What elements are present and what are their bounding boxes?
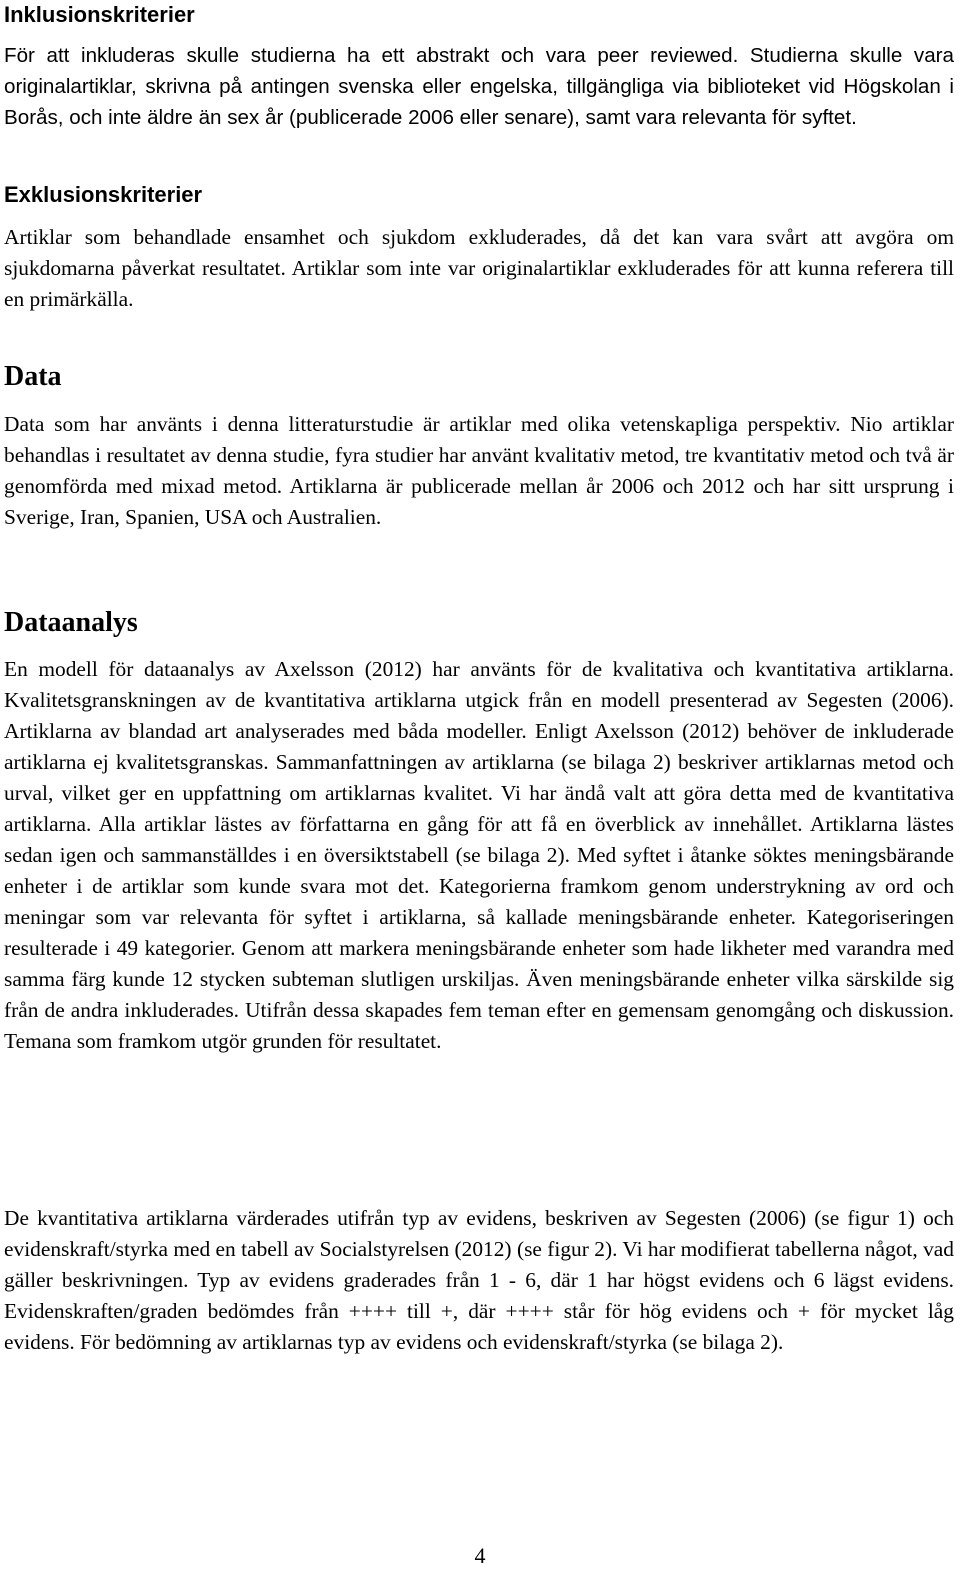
inclusion-text: För att inkluderas skulle studierna ha ett abstrakt och vara peer reviewed. Studierna skulle vara originalartiklar, skrivna på antingen svenska eller engelska, tillgängliga via biblioteket vid Högskolan i Borås, och inte äldre än sex år (publicerade 2006 eller senare), samt vara relevanta för syftet. (4, 44, 954, 129)
inclusion-heading: Inklusionskriterier (4, 2, 195, 27)
data-text: Data som har använts i denna litteraturstudie är artiklar med olika vetenskapliga perspektiv. Nio artiklar behandlas i resultatet av denna studie, fyra studier har använt kvalitativ metod, tre kvantitativ metod och två är genomförda med mixad metod. Artiklarna är publicerade mellan år 2006 och 2012 och har sitt ursprung i Sverige, Iran, Spanien, USA och Australien. (4, 412, 954, 529)
exclusion-text: Artiklar som behandlade ensamhet och sjukdom exkluderades, då det kan vara svårt att avgöra om sjukdomarna påverkat resultatet. Artiklar som inte var originalartiklar exkluderades för att kunna referera till en primärkälla. (4, 225, 954, 311)
analysis-heading: Dataanalys (4, 607, 138, 638)
analysis-paragraph-2: De kvantitativa artiklarna värderades utifrån typ av evidens, beskriven av Segesten (2006) (se figur 1) och evidenskraft/styrka med en tabell av Socialstyrelsen (2012) (se figur 2). Vi har modifierat tabellerna något, vad gäller beskrivningen. Typ av evidens graderades från 1 - 6, där 1 har högst evidens och 6 lägst evidens. Evidenskraften/graden bedömdes från ++++ till +, där ++++ står för hög evidens och + för mycket låg evidens. För bedömning av artiklarnas typ av evidens och evidenskraft/styrka (se bilaga 2). (4, 1206, 954, 1354)
analysis-paragraph-1: En modell för dataanalys av Axelsson (2012) har använts för de kvalitativa och kvantitativa artiklarna. Kvalitetsgranskningen av de kvantitativa artiklarna utgick från en modell presenterad av Segesten (2006). Artiklarna av blandad art analyserades med båda modeller. Enligt Axelsson (2012) behöver de inkluderade artiklarna ej kvalitetsgranskas. Sammanfattningen av artiklarna (se bilaga 2) beskriver artiklarnas metod och urval, vilket ger en uppfattning om artiklarnas kvalitet. Vi har ändå valt att göra detta med de kvantitativa artiklarna. Alla artiklar lästes av författarna en gång för att få en överblick av innehållet. Artiklarna lästes sedan igen och sammanställdes i en översiktstabell (se bilaga 2). Med syftet i åtanke söktes meningsbärande enheter i de artiklar som kunde svara mot det. Kategorierna framkom genom understrykning av ord och meningar som var relevanta för syftet i artiklarna, så kallade meningsbärande enheter. Kategoriseringen resulterade i 49 kategorier. Genom att markera meningsbärande enheter som hade likheter med varandra med samma färg kunde 12 stycken subteman slutligen urskiljas. Även meningsbärande enheter vilka särskilde sig från de andra inkluderades. Utifrån dessa skapades fem teman efter en gemensam genomgång och diskussion. Temana som framkom utgör grunden för resultatet. (4, 657, 954, 1053)
data-heading: Data (4, 361, 62, 392)
exclusion-heading: Exklusionskriterier (4, 182, 203, 207)
page-number: 4 (474, 1543, 486, 1568)
